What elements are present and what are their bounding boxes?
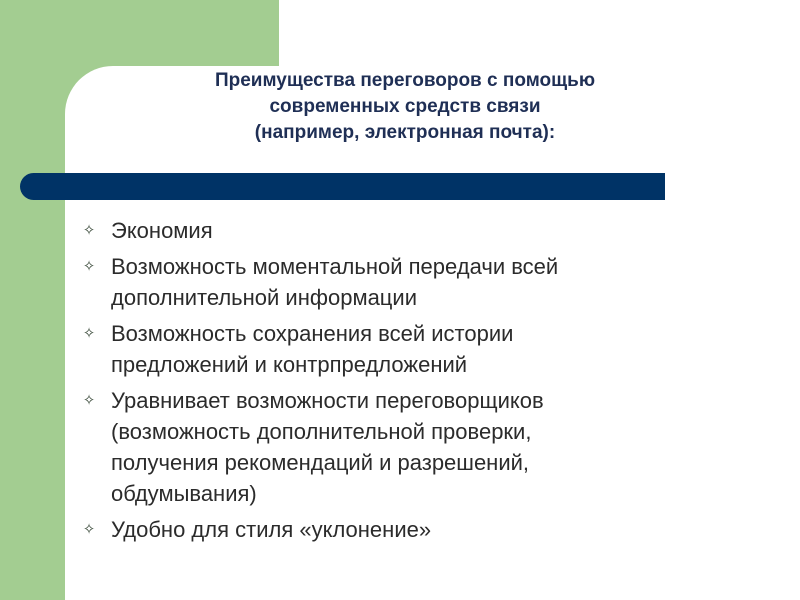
green-side-band [0, 0, 65, 600]
bullet-diamond-icon: ✧ [82, 520, 96, 538]
bullet-text [111, 514, 676, 545]
slide-title [140, 68, 670, 146]
bullet-item [76, 215, 676, 246]
bullet-text-line: Уравнивает возможности переговорщиков [111, 388, 544, 413]
bullet-diamond-icon: ✧ [82, 391, 96, 409]
bullet-text [111, 215, 676, 246]
bullet-text-line: Экономия [111, 218, 213, 243]
bullet-text-line: (возможность дополнительной проверки, [111, 419, 532, 444]
bullet-item [76, 514, 676, 545]
bullet-text-line: Возможность моментальной передачи всей [111, 254, 559, 279]
slide-title-line: Преимущества переговоров с помощью [214, 70, 596, 91]
bullet-text-line: получения рекомендаций и разрешений, [111, 450, 530, 475]
bullet-diamond-icon: ✧ [82, 324, 96, 342]
bullet-diamond-icon: ✧ [82, 221, 96, 239]
bullet-text-line: дополнительной информации [111, 285, 417, 310]
bullet-item [76, 385, 676, 509]
bullet-text [111, 318, 676, 380]
bullet-text-line: предложений и контрпредложений [111, 352, 468, 377]
bullet-text-line: Возможность сохранения всей истории [111, 321, 514, 346]
bullet-list [76, 215, 676, 550]
title-divider-bar [20, 173, 665, 200]
bullet-text-line: обдумывания) [111, 481, 257, 506]
bullet-diamond-icon: ✧ [82, 257, 96, 275]
bullet-item [76, 318, 676, 380]
bullet-text [111, 251, 676, 313]
bullet-item [76, 251, 676, 313]
slide-title-line: (например, электронная почта): [254, 122, 556, 143]
bullet-text-line: Удобно для стиля «уклонение» [111, 517, 432, 542]
slide-title-line: современных средств связи [269, 96, 541, 117]
bullet-text [111, 385, 676, 509]
